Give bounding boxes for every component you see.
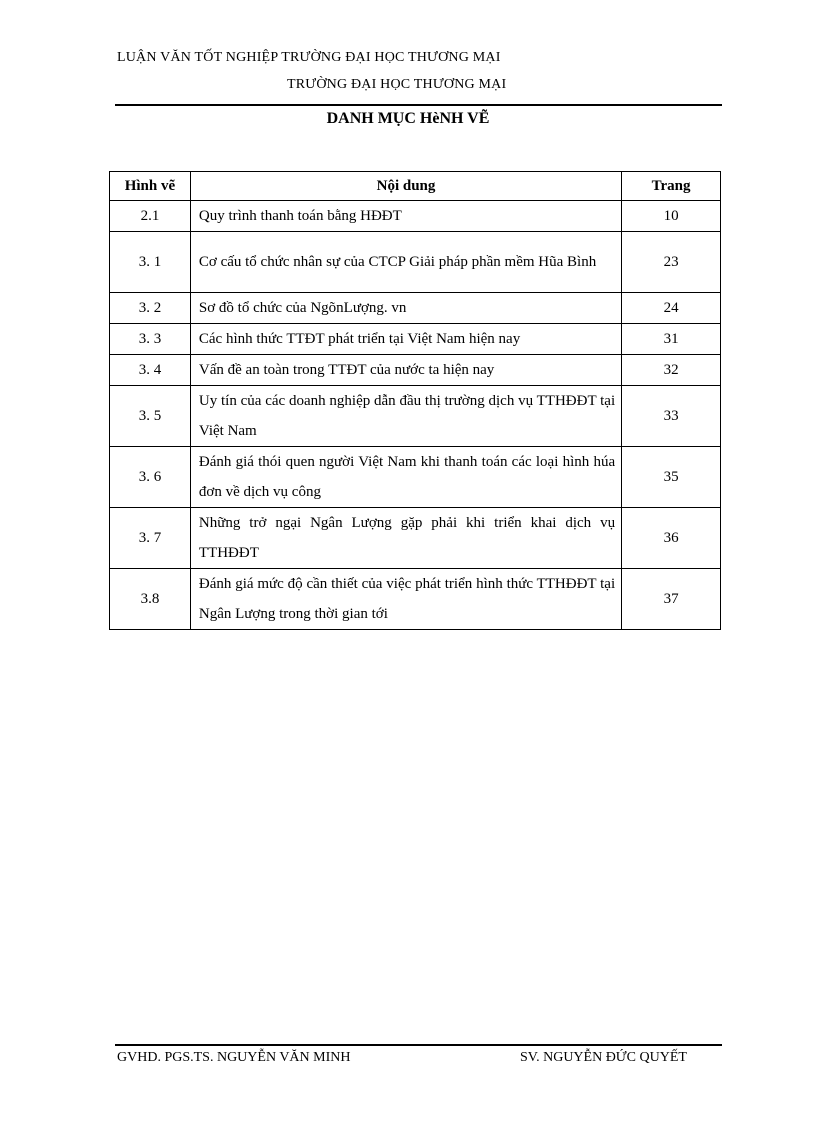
table-row: [110, 201, 721, 232]
footer-advisor: GVHD. PGS.TS. NGUYỄN VĂN MINH: [117, 1050, 351, 1065]
table-row: [110, 232, 721, 293]
column-header-content: Nội dung: [190, 172, 621, 201]
figure-number: 3. 2: [110, 293, 191, 324]
figure-content: Sơ đồ tổ chức của NgõnLượng. vn: [190, 293, 621, 324]
table-row: [110, 355, 721, 386]
figure-content: Đánh giá thói quen người Việt Nam khi thanh toán các loại hình húa đơn về dịch vụ công: [190, 447, 621, 508]
figure-page: 33: [622, 386, 721, 447]
table-row: [110, 447, 721, 508]
figure-page: 35: [622, 447, 721, 508]
figure-list-table: [109, 171, 721, 630]
figure-number: 3.8: [110, 569, 191, 630]
figure-content: Quy trình thanh toán bằng HĐĐT: [190, 201, 621, 232]
header-divider: [115, 104, 722, 106]
figure-page: 10: [622, 201, 721, 232]
figure-content: Đánh giá mức độ cần thiết của việc phát triển hình thức TTHĐĐT tại Ngân Lượng trong thời gian tới: [190, 569, 621, 630]
figure-content: Vấn đề an toàn trong TTĐT của nước ta hiện nay: [190, 355, 621, 386]
footer-divider: [115, 1044, 722, 1046]
figure-number: 3. 3: [110, 324, 191, 355]
table-row: [110, 324, 721, 355]
table-row: [110, 508, 721, 569]
figure-number: 3. 5: [110, 386, 191, 447]
page-title: DANH MỤC HèNH VẼ: [326, 110, 490, 127]
figure-number: 3. 1: [110, 232, 191, 293]
table-row: [110, 569, 721, 630]
figure-page: 24: [622, 293, 721, 324]
figure-number: 3. 4: [110, 355, 191, 386]
figure-number: 3. 7: [110, 508, 191, 569]
figure-page: 32: [622, 355, 721, 386]
header-title-line2: TRƯỜNG ĐẠI HỌC THƯƠNG MẠI: [287, 77, 507, 92]
header-title-line1: LUẬN VĂN TỐT NGHIỆP TRƯỜNG ĐẠI HỌC THƯƠNG MẠI: [117, 50, 501, 65]
figure-page: 31: [622, 324, 721, 355]
figure-content: Những trở ngại Ngân Lượng gặp phải khi triển khai dịch vụ TTHĐĐT: [190, 508, 621, 569]
figure-content: Uy tín của các doanh nghiệp dẫn đầu thị trường dịch vụ TTHĐĐT tại Việt Nam: [190, 386, 621, 447]
table-header-row: [110, 172, 721, 201]
footer-student: SV. NGUYỄN ĐỨC QUYẾT: [520, 1050, 687, 1065]
figure-content: Các hình thức TTĐT phát triển tại Việt Nam hiện nay: [190, 324, 621, 355]
column-header-page: Trang: [622, 172, 721, 201]
figure-number: 3. 6: [110, 447, 191, 508]
figure-number: 2.1: [110, 201, 191, 232]
column-header-figure: Hình vẽ: [110, 172, 191, 201]
figure-page: 36: [622, 508, 721, 569]
table-row: [110, 386, 721, 447]
table-row: [110, 293, 721, 324]
figure-page: 23: [622, 232, 721, 293]
figure-page: 37: [622, 569, 721, 630]
figure-content: Cơ cấu tổ chức nhân sự của CTCP Giải pháp phần mềm Hũa Bình: [190, 232, 621, 293]
